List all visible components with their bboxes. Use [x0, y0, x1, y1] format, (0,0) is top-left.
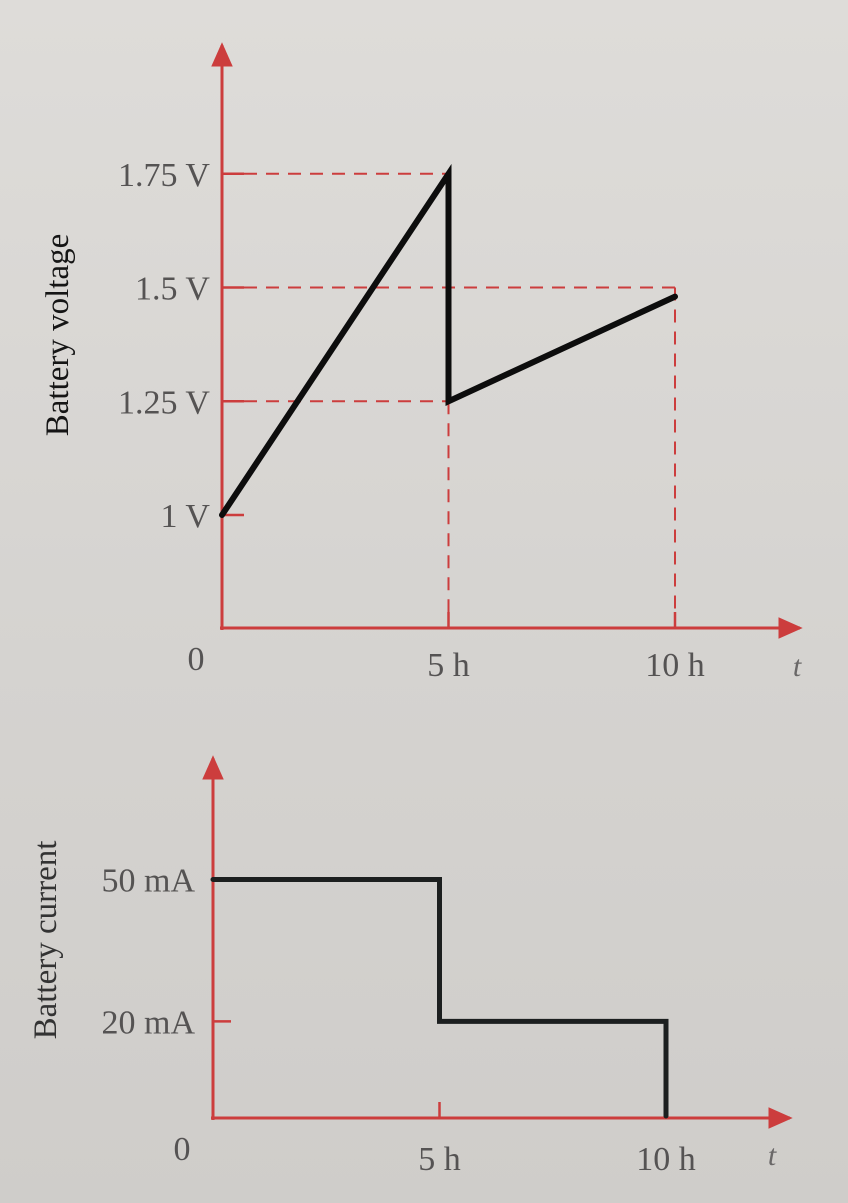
x-tick-label: 10 h — [636, 1141, 696, 1178]
x-axis-label: t — [767, 1139, 777, 1172]
chart-2 — [28, 758, 790, 1178]
y-tick-label: 1.75 V — [118, 156, 210, 194]
x-tick-label: 5 h — [418, 1141, 461, 1178]
y-axis-title: Battery voltage — [40, 233, 76, 437]
origin-label: 0 — [187, 641, 205, 678]
y-tick-label: 20 mA — [101, 1004, 195, 1042]
y-tick-label: 1 V — [160, 498, 210, 535]
x-tick-label: 10 h — [645, 647, 705, 684]
y-tick-label: 1.5 V — [135, 270, 210, 308]
y-tick-label: 50 mA — [101, 862, 195, 900]
x-axis-label: t — [792, 650, 802, 683]
y-tick-label: 1.25 V — [118, 384, 210, 422]
chart-1 — [40, 45, 802, 684]
x-tick-label: 5 h — [427, 647, 470, 684]
series-line-voltage — [222, 174, 675, 515]
y-axis-title: Battery current — [28, 840, 64, 1040]
origin-label: 0 — [173, 1131, 191, 1168]
series-line-current — [213, 880, 666, 1117]
